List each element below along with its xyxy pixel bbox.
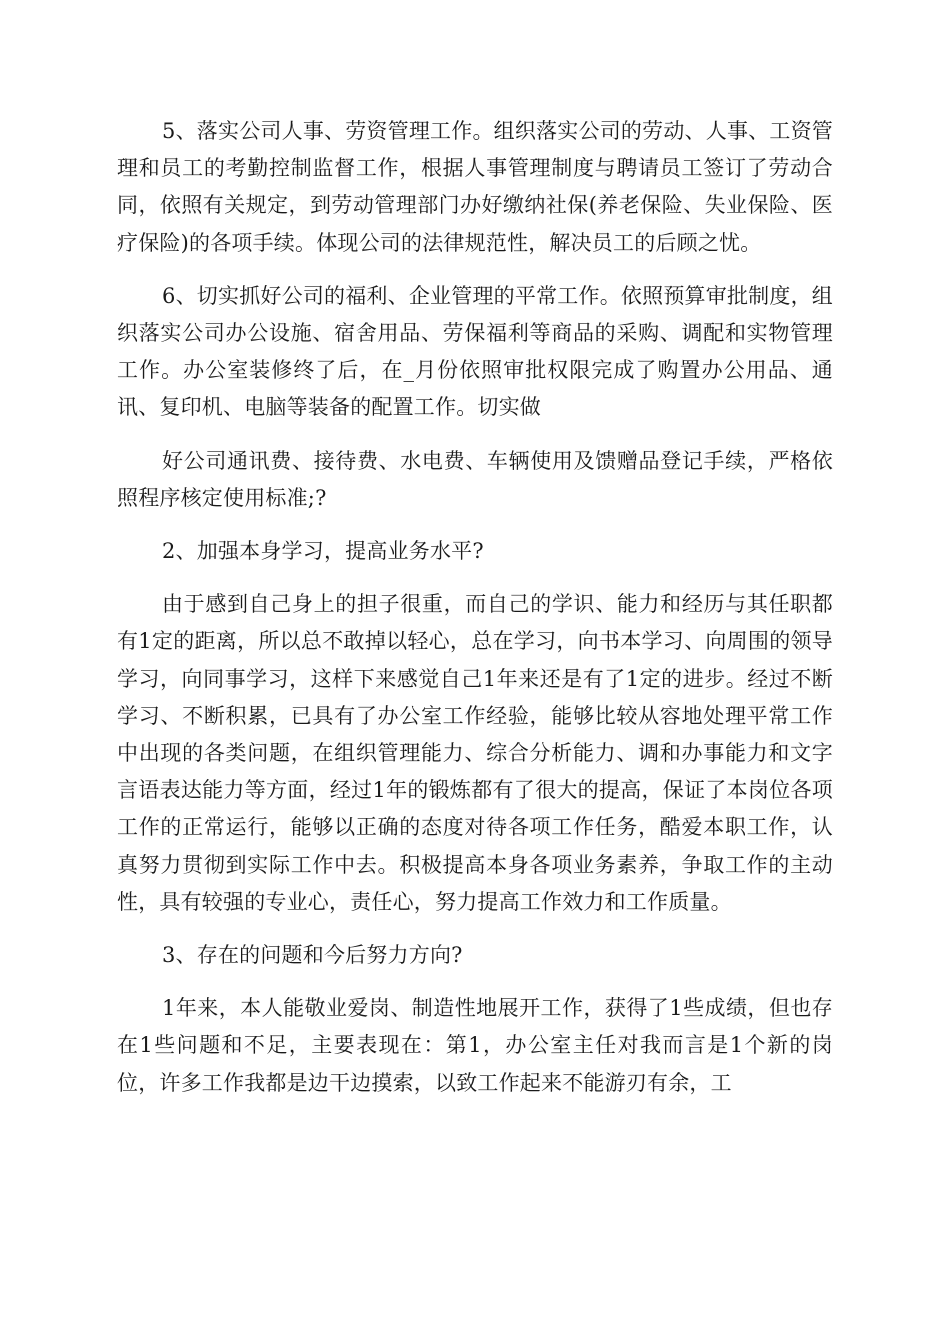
paragraph-gap [117, 517, 833, 533]
paragraph-6-welfare: 6、切实抓好公司的福利、企业管理的平常工作。依照预算审批制度，组织落实公司办公设施、宿舍用品、劳保福利等商品的采购、调配和实物管理工作。办公室装修终了后，在_月份依照审批权限完成了购置办公用品、通讯、复印机、电脑等装备的配置工作。切实做 [117, 283, 833, 420]
paragraph-gap [117, 262, 833, 278]
paragraph-gap [117, 427, 833, 443]
paragraph-study-body: 由于感到自己身上的担子很重，而自己的学识、能力和经历与其任职都有1定的距离，所以总不敢掉以轻心，总在学习，向书本学习、向周围的领导学习，向同事学习，这样下来感觉自己1年来还是有了1定的进步。经过不断学习、不断积累，已具有了办公室工作经验，能够比较从容地处理平常工作中出现的各类问题，在组织管理能力、综合分析能力、调和办事能力和文字言语表达能力等方面，经过1年的锻炼都有了很大的提高，保证了本岗位各项工作的正常运行，能够以正确的态度对待各项工作任务，酷爱本职工作，认真努力贯彻到实际工作中去。积极提高本身各项业务素养，争取工作的主动性，具有较强的专业心，责任心，努力提高工作效力和工作质量。 [117, 592, 833, 914]
heading-3-problems: 3、存在的问题和今后努力方向? [162, 943, 463, 968]
paragraph-5-personnel: 5、落实公司人事、劳资管理工作。组织落实公司的劳动、人事、工资管理和员工的考勤控制监督工作，根据人事管理制度与聘请员工签订了劳动合同，依照有关规定，到劳动管理部门办好缴纳社保(养老保险、失业保险、医疗保险)的各项手续。体现公司的法律规范性，解决员工的后顾之忧。 [117, 119, 833, 255]
paragraph-gap [117, 974, 833, 990]
document-page [117, 113, 833, 1102]
paragraph-6-continued: 好公司通讯费、接待费、水电费、车辆使用及馈赠品登记手续，严格依照程序核定使用标准;? [117, 448, 833, 510]
heading-2-study: 2、加强本身学习，提高业务水平? [162, 539, 484, 564]
paragraph-gap [117, 570, 833, 586]
paragraph-gap [117, 921, 833, 937]
paragraph-problems-body: 1年来，本人能敬业爱岗、制造性地展开工作，获得了1些成绩，但也存在1些问题和不足，主要表现在：第1，办公室主任对我而言是1个新的岗位，许多工作我都是边干边摸索，以致工作起来不能游刃有余，工 [117, 996, 833, 1095]
